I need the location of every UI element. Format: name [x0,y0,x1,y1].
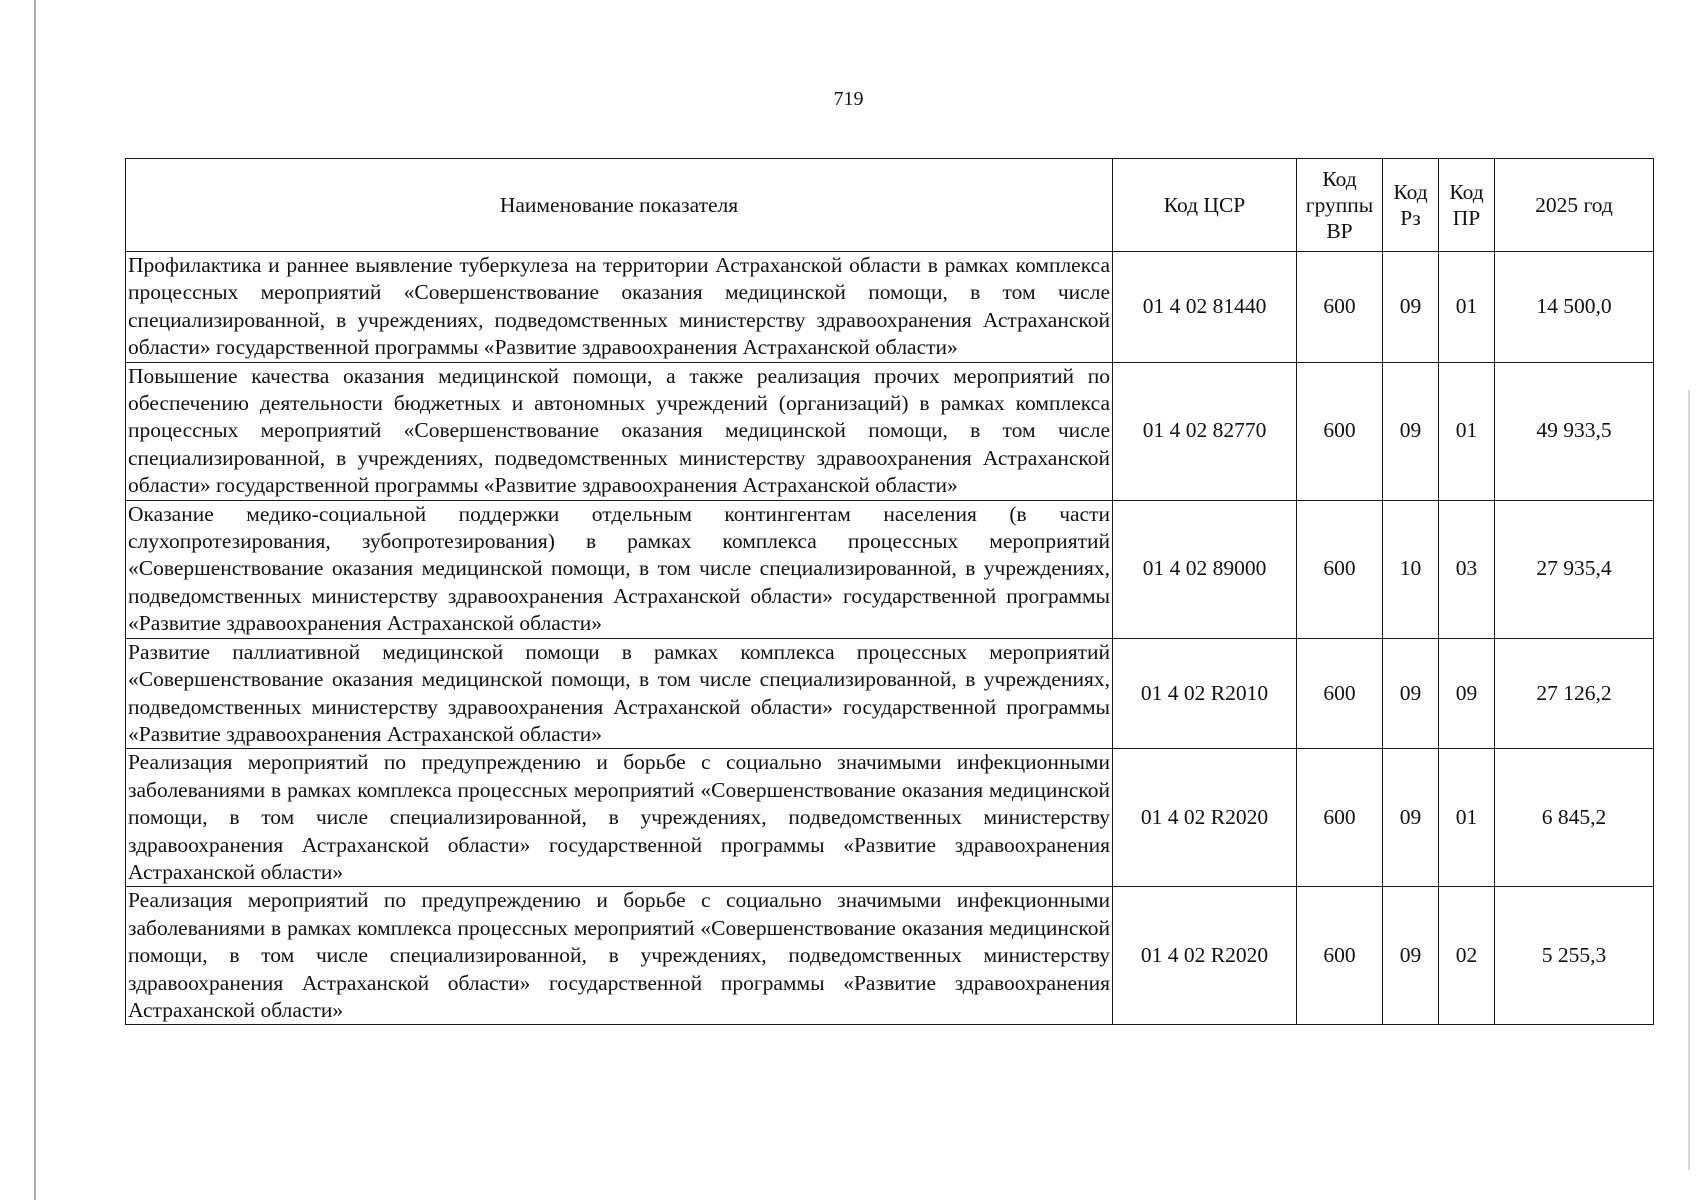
table-row [126,362,1654,500]
row-pr: 03 [1439,500,1495,638]
table-row [126,638,1654,749]
row-rz: 09 [1383,638,1439,749]
header-year: 2025 год [1495,159,1654,252]
row-rz: 09 [1383,252,1439,363]
row-pr: 09 [1439,638,1495,749]
row-vr: 600 [1297,887,1383,1025]
row-vr: 600 [1297,749,1383,887]
row-amount: 27 126,2 [1495,638,1654,749]
header-pr: Код ПР [1439,159,1495,252]
table-row [126,500,1654,638]
row-rz: 09 [1383,887,1439,1025]
row-name: Реализация мероприятий по предупреждению и борьбе с социально значимыми инфекционными заболеваниями в рамках комплекса процессных мероприятий «Совершенствование оказания медицинской помощи, в том числе специализированной, в учреждениях, подведомственных министерству здравоохранения Астраханской области» государственной программы «Развитие здравоохранения Астраханской области» [126,749,1113,887]
header-name: Наименование показателя [126,159,1113,252]
row-name: Оказание медико-социальной поддержки отдельным контингентам населения (в части слухопротезирования, зубопротезирования) в рамках комплекса процессных мероприятий «Совершенствование оказания медицинской помощи, в том числе специализированной, в учреждениях, подведомственных министерству здравоохранения Астраханской области» государственной программы «Развитие здравоохранения Астраханской области» [126,500,1113,638]
table-header [126,159,1654,252]
row-csr: 01 4 02 R2020 [1113,887,1297,1025]
row-name: Реализация мероприятий по предупреждению и борьбе с социально значимыми инфекционными заболеваниями в рамках комплекса процессных мероприятий «Совершенствование оказания медицинской помощи, в том числе специализированной, в учреждениях, подведомственных министерству здравоохранения Астраханской области» государственной программы «Развитие здравоохранения Астраханской области» [126,887,1113,1025]
row-csr: 01 4 02 89000 [1113,500,1297,638]
row-name: Развитие паллиативной медицинской помощи в рамках комплекса процессных мероприятий «Совершенствование оказания медицинской помощи, в том числе специализированной, в учреждениях, подведомственных министерству здравоохранения Астраханской области» государственной программы «Развитие здравоохранения Астраханской области» [126,638,1113,749]
header-csr: Код ЦСР [1113,159,1297,252]
table-row [126,887,1654,1025]
header-vr: Код группы ВР [1297,159,1383,252]
row-name: Профилактика и раннее выявление туберкулеза на территории Астраханской области в рамках комплекса процессных мероприятий «Совершенствование оказания медицинской помощи, в том числе специализированной, в учреждениях, подведомственных министерству здравоохранения Астраханской области» государственной программы «Развитие здравоохранения Астраханской области» [126,252,1113,363]
row-amount: 27 935,4 [1495,500,1654,638]
scan-edge-right [1688,390,1690,1170]
row-pr: 01 [1439,362,1495,500]
budget-table [125,158,1654,1025]
scan-edge-left [34,0,36,1200]
row-amount: 6 845,2 [1495,749,1654,887]
table-body [126,252,1654,1025]
row-csr: 01 4 02 R2010 [1113,638,1297,749]
row-csr: 01 4 02 82770 [1113,362,1297,500]
row-name: Повышение качества оказания медицинской помощи, а также реализация прочих мероприятий по обеспечению деятельности бюджетных и автономных учреждений (организаций) в рамках комплекса процессных мероприятий «Совершенствование оказания медицинской помощи, в том числе специализированной, в учреждениях, подведомственных министерству здравоохранения Астраханской области» государственной программы «Развитие здравоохранения Астраханской области» [126,362,1113,500]
header-row [126,159,1654,252]
header-rz: Код Рз [1383,159,1439,252]
row-csr: 01 4 02 R2020 [1113,749,1297,887]
row-amount: 5 255,3 [1495,887,1654,1025]
table-row [126,252,1654,363]
row-pr: 02 [1439,887,1495,1025]
page-number: 719 [833,88,864,110]
row-csr: 01 4 02 81440 [1113,252,1297,363]
row-rz: 09 [1383,749,1439,887]
row-vr: 600 [1297,500,1383,638]
table-row [126,749,1654,887]
row-vr: 600 [1297,252,1383,363]
row-pr: 01 [1439,749,1495,887]
row-amount: 14 500,0 [1495,252,1654,363]
row-amount: 49 933,5 [1495,362,1654,500]
row-rz: 09 [1383,362,1439,500]
row-vr: 600 [1297,638,1383,749]
row-rz: 10 [1383,500,1439,638]
row-vr: 600 [1297,362,1383,500]
row-pr: 01 [1439,252,1495,363]
